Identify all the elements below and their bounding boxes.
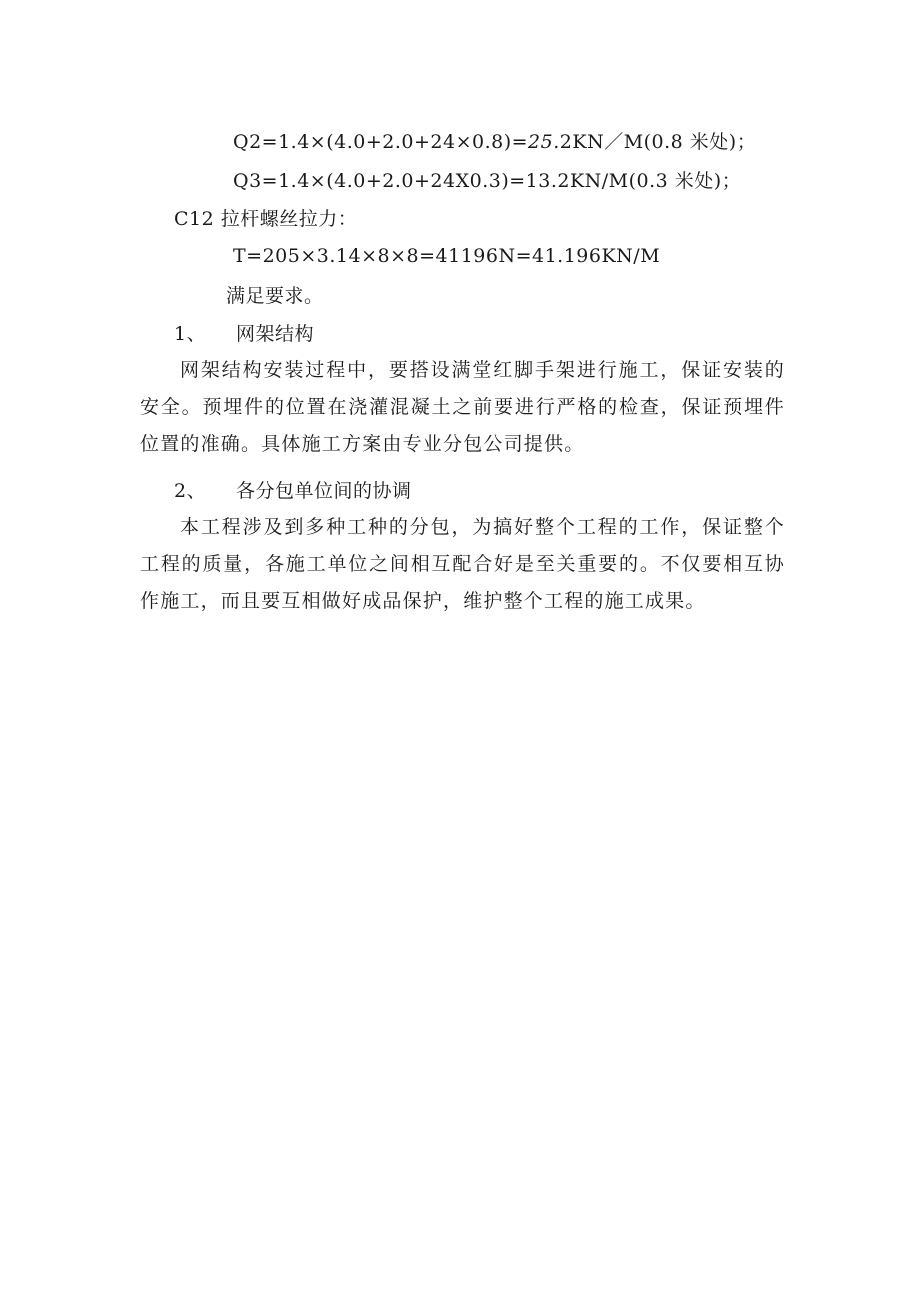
section2-title: 各分包单位间的协调 <box>236 480 412 502</box>
formula-q2-italic: =25. <box>511 131 560 153</box>
satisfied-note: 满足要求。 <box>226 285 324 307</box>
formula-tension: T=205×3.14×8×8=41196N=41.196KN/M <box>233 245 661 267</box>
section1-number: 1、 <box>174 323 207 345</box>
section1-body: 网架结构安装过程中，要搭设满堂红脚手架进行施工，保证安装的安全。预埋件的位置在浇灌混凝土之前要进行严格的检查，保证预埋件位置的准确。具体施工方案由专业分包公司提供。 <box>140 359 785 455</box>
section1-title: 网架结构 <box>236 323 315 345</box>
formula-q3: Q3=1.4×(4.0+2.0+24X0.3)=13.2KN/M(0.3 米处)； <box>233 170 742 192</box>
c12-label: C12 拉杆螺丝拉力： <box>174 208 358 230</box>
formula-q2 <box>233 130 756 154</box>
section2-body: 本工程涉及到多种工种的分包，为搞好整个工程的工作，保证整个工程的质量，各施工单位之间相互配合好是至关重要的。不仅要相互协作施工，而且要互相做好成品保护，维护整个工程的施工成果。 <box>140 516 785 612</box>
section2-heading <box>174 479 412 503</box>
formula-q2-suffix: 2KN／M(0.8 米处)； <box>559 131 757 153</box>
section2-number: 2、 <box>174 480 207 502</box>
formula-q2-prefix: Q2=1.4×(4.0+2.0+24×0.8) <box>233 131 512 153</box>
section1-heading <box>174 322 314 346</box>
